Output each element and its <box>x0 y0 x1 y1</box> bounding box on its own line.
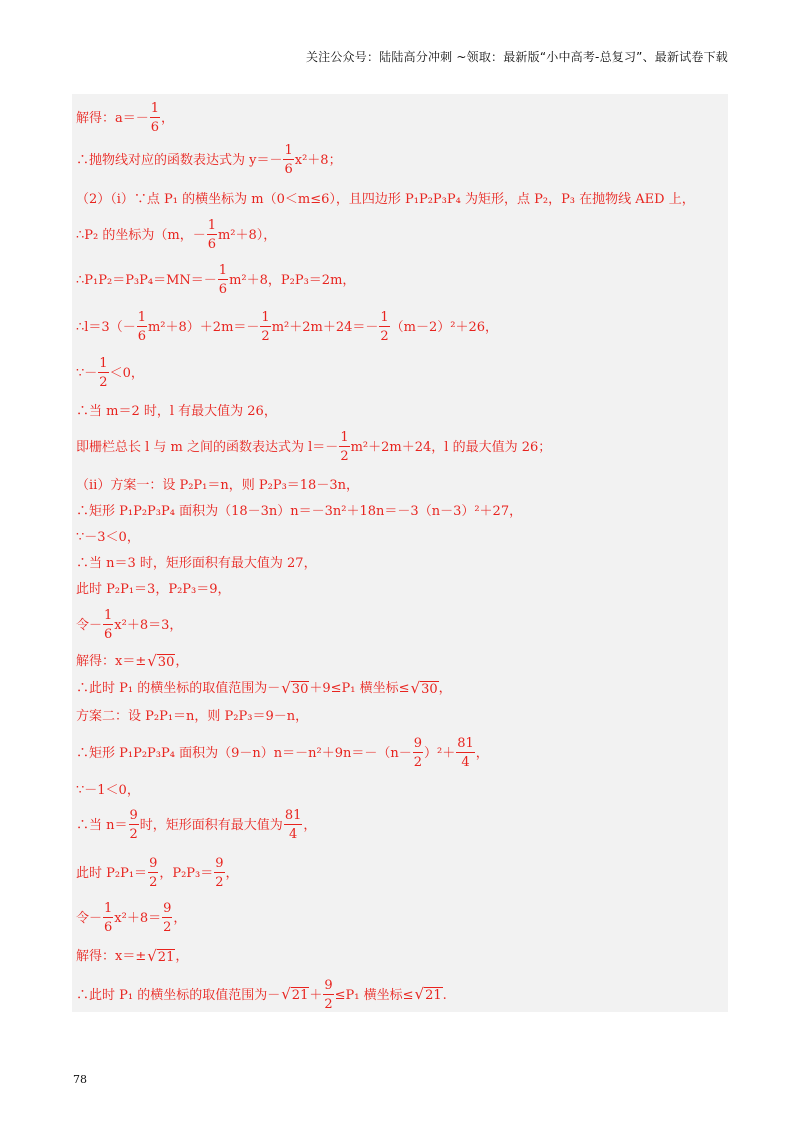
fraction <box>284 809 303 841</box>
fraction-numerator: 9 <box>215 856 224 871</box>
radical-sign-icon: √ <box>281 679 291 698</box>
fraction-numerator: 1 <box>137 310 146 325</box>
square-root <box>281 987 309 1003</box>
radicand: 30 <box>291 682 309 698</box>
math-text: ∴当 n＝ <box>76 817 128 833</box>
fraction <box>260 311 270 343</box>
fraction-denominator: 2 <box>149 875 158 890</box>
fraction <box>379 311 389 343</box>
solution-line <box>76 557 317 570</box>
math-text: x²＋8； <box>294 152 342 168</box>
fraction <box>456 737 475 769</box>
math-text: m²＋2m＋24，l 的最大值为 26； <box>350 439 552 455</box>
fraction <box>98 357 108 389</box>
math-text: ∴P₂ 的坐标为（m，－ <box>76 227 206 243</box>
math-text: 令－ <box>76 617 103 633</box>
fraction <box>148 857 158 889</box>
fraction-denominator: 2 <box>99 375 108 390</box>
fraction <box>103 902 113 934</box>
fraction-denominator: 2 <box>340 449 349 464</box>
fraction-denominator: 4 <box>461 755 470 770</box>
fraction-denominator: 2 <box>324 997 333 1012</box>
math-text: ， <box>175 654 189 670</box>
fraction-denominator: 6 <box>218 282 228 297</box>
fraction-numerator: 9 <box>413 736 422 751</box>
fraction <box>150 102 160 134</box>
math-text: ∴当 m＝2 时，l 有最大值为 26， <box>76 403 277 419</box>
math-text: 解得：x＝± <box>76 654 147 670</box>
fraction-denominator: 4 <box>288 827 298 842</box>
math-text: ）²＋ <box>424 745 456 761</box>
math-text: ∵－ <box>76 365 98 381</box>
fraction <box>323 979 333 1011</box>
radicand: 30 <box>157 655 175 671</box>
math-text: 时，矩形面积有最大值为 <box>139 817 283 833</box>
fraction <box>137 311 147 343</box>
solution-line <box>76 264 355 296</box>
solution-line <box>76 681 452 697</box>
math-text: ， <box>225 865 239 881</box>
fraction-numerator: 1 <box>207 218 216 233</box>
math-text: ， <box>175 949 189 965</box>
fraction-numerator: 1 <box>104 608 113 623</box>
fraction-numerator: 1 <box>99 356 108 371</box>
math-text: . <box>442 987 447 1003</box>
fraction <box>207 219 217 251</box>
fraction <box>413 737 423 769</box>
math-text: m²＋8）， <box>217 227 277 243</box>
fraction-numerator: 9 <box>324 978 333 993</box>
square-root <box>415 987 443 1003</box>
fraction <box>218 264 228 296</box>
solution-line <box>76 857 239 889</box>
math-text: ， <box>475 745 489 761</box>
fraction-numerator: 1 <box>284 143 293 158</box>
solution-line <box>76 784 140 797</box>
solution-line <box>76 102 174 134</box>
math-text: ∴当 n＝3 时，矩形面积有最大值为 27， <box>76 555 317 571</box>
math-text: ， <box>173 910 187 926</box>
math-text: ， <box>438 681 452 697</box>
math-text: ≤P₁ 横坐标≤ <box>334 987 414 1003</box>
fraction <box>214 857 224 889</box>
math-text: ∴P₁P₂＝P₃P₄＝MN＝－ <box>76 272 217 288</box>
math-text: 解得：x＝± <box>76 949 147 965</box>
radical-sign-icon: √ <box>281 985 291 1004</box>
fraction-denominator: 2 <box>215 875 224 890</box>
solution-line <box>76 737 489 769</box>
math-text: ∵－1＜0， <box>76 782 140 798</box>
math-text: ∴矩形 P₁P₂P₃P₄ 面积为（9－n）n＝－n²＋9n＝－（n－ <box>76 745 412 761</box>
math-text: ∴抛物线对应的函数表达式为 y＝－ <box>76 152 283 168</box>
math-text: ， <box>303 817 317 833</box>
solution-line <box>76 531 140 544</box>
math-text: ＋ <box>309 987 323 1003</box>
math-text: ∴矩形 P₁P₂P₃P₄ 面积为（18－3n）n＝－3n²＋18n＝－3（n－3）²＋27， <box>76 503 523 519</box>
solution-line <box>76 949 188 965</box>
math-text: ＜0， <box>109 365 144 381</box>
solution-line <box>76 902 186 934</box>
math-text: （m－2）²＋26， <box>390 319 499 335</box>
math-text: m²＋8，P₂P₃＝2m， <box>229 272 356 288</box>
math-text: ∴l＝3（－ <box>76 319 136 335</box>
math-text: 方案二：设 P₂P₁＝n，则 P₂P₃＝9－n， <box>76 708 309 724</box>
square-root <box>281 681 309 697</box>
math-text: 解得：a＝－ <box>76 110 149 126</box>
fraction-denominator: 6 <box>104 920 113 935</box>
math-text: ∵－3＜0， <box>76 529 140 545</box>
solution-line <box>76 193 695 206</box>
fraction-denominator: 6 <box>207 237 216 252</box>
fraction <box>162 902 172 934</box>
solution-line <box>76 979 447 1011</box>
fraction-denominator: 6 <box>284 162 293 177</box>
fraction-denominator: 2 <box>261 329 270 344</box>
math-text: x²＋8＝3， <box>114 617 183 633</box>
solution-line <box>76 311 498 343</box>
solution-line <box>76 405 277 418</box>
math-text: （2）（ⅰ）∵点 P₁ 的横坐标为 m（0＜m≤6），且四边形 P₁P₂P₃P₄ 为矩形，点 P₂，P₃ 在抛物线 AED 上， <box>76 191 695 207</box>
solution-line <box>76 144 342 176</box>
math-text: ∴此时 P₁ 的横坐标的取值范围为－ <box>76 987 281 1003</box>
radicand: 21 <box>425 988 442 1004</box>
radicand: 21 <box>157 950 175 966</box>
math-text: ＋9≤P₁ 横坐标≤ <box>309 681 410 697</box>
math-text: ∴此时 P₁ 的横坐标的取值范围为－ <box>76 681 281 697</box>
fraction <box>129 809 139 841</box>
math-text: 即栅栏总长 l 与 m 之间的函数表达式为 l＝－ <box>76 439 339 455</box>
fraction-numerator: 9 <box>129 808 138 823</box>
fraction <box>283 144 293 176</box>
math-text: 此时 P₂P₁＝3，P₂P₃＝9， <box>76 581 231 597</box>
page-number: 78 <box>73 1073 87 1086</box>
solution-line <box>76 357 144 389</box>
math-text: 此时 P₂P₁＝ <box>76 865 148 881</box>
solution-line <box>76 431 551 463</box>
radical-sign-icon: √ <box>410 679 421 698</box>
square-root <box>147 949 175 965</box>
solution-line <box>76 505 522 518</box>
math-text: ， <box>161 110 175 126</box>
math-text: 令－ <box>76 910 103 926</box>
fraction-numerator: 9 <box>163 901 172 916</box>
solution-line <box>76 479 359 492</box>
fraction-numerator: 9 <box>149 856 158 871</box>
radical-sign-icon: √ <box>147 652 157 671</box>
math-text: （ⅱ）方案一：设 P₂P₁＝n，则 P₂P₃＝18－3n， <box>76 477 359 493</box>
page-header: 关注公众号：陆陆高分冲刺 ~领取：最新版“小中高考-总复习”、最新试卷下载 <box>305 50 728 64</box>
radicand: 21 <box>291 988 309 1004</box>
math-text: ，P₂P₃＝ <box>159 865 214 881</box>
fraction-denominator: 6 <box>104 627 113 642</box>
fraction-denominator: 2 <box>163 920 172 935</box>
fraction-numerator: 1 <box>218 263 228 278</box>
fraction <box>103 609 113 641</box>
square-root <box>147 654 175 670</box>
fraction-denominator: 6 <box>150 120 160 135</box>
fraction-numerator: 1 <box>104 901 113 916</box>
solution-line <box>76 609 182 641</box>
fraction-denominator: 6 <box>137 329 146 344</box>
math-text: m²＋8）＋2m＝－ <box>147 319 260 335</box>
solution-line <box>76 654 188 670</box>
fraction <box>339 431 349 463</box>
radicand: 30 <box>421 682 438 698</box>
square-root <box>411 681 439 697</box>
fraction-numerator: 1 <box>261 310 270 325</box>
math-text: x²＋8＝ <box>114 910 162 926</box>
radical-sign-icon: √ <box>147 947 157 966</box>
radical-sign-icon: √ <box>414 985 425 1004</box>
solution-line <box>76 583 231 596</box>
fraction-numerator: 1 <box>380 310 389 325</box>
fraction-numerator: 81 <box>284 808 302 823</box>
fraction-numerator: 81 <box>457 736 474 751</box>
math-text: m²＋2m＋24＝－ <box>271 319 379 335</box>
fraction-denominator: 2 <box>129 827 138 842</box>
fraction-numerator: 1 <box>150 101 160 116</box>
solution-line <box>76 219 276 251</box>
fraction-denominator: 2 <box>380 329 389 344</box>
solution-line <box>76 710 308 723</box>
fraction-denominator: 2 <box>413 755 422 770</box>
fraction-numerator: 1 <box>340 430 349 445</box>
solution-line <box>76 809 316 841</box>
